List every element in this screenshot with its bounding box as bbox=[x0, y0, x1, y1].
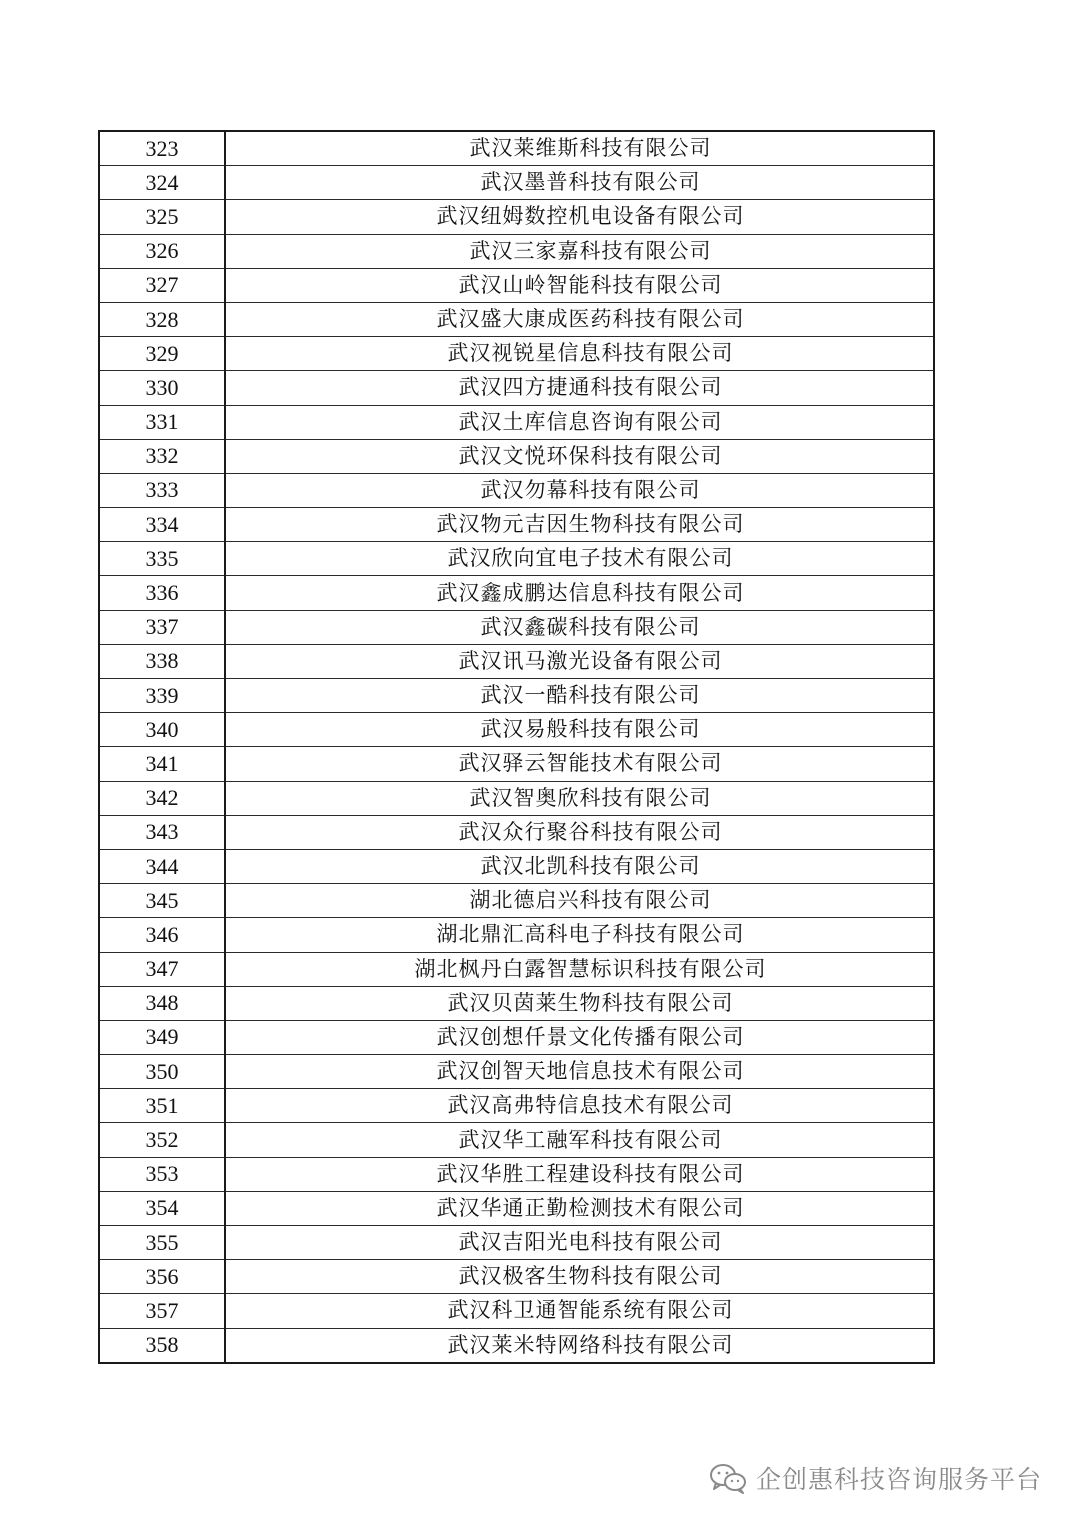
row-number-cell: 328 bbox=[99, 302, 225, 336]
company-name-cell: 武汉物元吉因生物科技有限公司 bbox=[225, 508, 934, 542]
table-row bbox=[99, 508, 934, 542]
company-name-cell: 武汉鑫成鹏达信息科技有限公司 bbox=[225, 576, 934, 610]
row-number-cell: 331 bbox=[99, 405, 225, 439]
company-name-cell: 武汉三家嘉科技有限公司 bbox=[225, 234, 934, 268]
table-row bbox=[99, 679, 934, 713]
row-number-cell: 333 bbox=[99, 473, 225, 507]
row-number-cell: 352 bbox=[99, 1123, 225, 1157]
table-row bbox=[99, 918, 934, 952]
company-name-cell: 武汉视锐星信息科技有限公司 bbox=[225, 337, 934, 371]
company-name-cell: 武汉高弗特信息技术有限公司 bbox=[225, 1089, 934, 1123]
table-row bbox=[99, 644, 934, 678]
wechat-icon bbox=[708, 1462, 748, 1494]
row-number-cell: 351 bbox=[99, 1089, 225, 1123]
company-name-cell: 武汉勿幕科技有限公司 bbox=[225, 473, 934, 507]
company-name-cell: 武汉吉阳光电科技有限公司 bbox=[225, 1226, 934, 1260]
company-name-cell: 武汉华工融军科技有限公司 bbox=[225, 1123, 934, 1157]
row-number-cell: 356 bbox=[99, 1260, 225, 1294]
table-row bbox=[99, 952, 934, 986]
row-number-cell: 358 bbox=[99, 1328, 225, 1363]
table-row bbox=[99, 986, 934, 1020]
row-number-cell: 342 bbox=[99, 781, 225, 815]
company-name-cell: 武汉一酷科技有限公司 bbox=[225, 679, 934, 713]
company-name-cell: 湖北鼎汇高科电子科技有限公司 bbox=[225, 918, 934, 952]
row-number-cell: 323 bbox=[99, 131, 225, 166]
company-name-cell: 湖北枫丹白露智慧标识科技有限公司 bbox=[225, 952, 934, 986]
company-name-cell: 武汉讯马激光设备有限公司 bbox=[225, 644, 934, 678]
table-row bbox=[99, 1226, 934, 1260]
company-name-cell: 武汉极客生物科技有限公司 bbox=[225, 1260, 934, 1294]
table-row bbox=[99, 815, 934, 849]
table-row bbox=[99, 405, 934, 439]
table-row bbox=[99, 1191, 934, 1225]
row-number-cell: 332 bbox=[99, 439, 225, 473]
company-name-cell: 武汉纽姆数控机电设备有限公司 bbox=[225, 200, 934, 234]
row-number-cell: 325 bbox=[99, 200, 225, 234]
company-name-cell: 武汉山岭智能科技有限公司 bbox=[225, 268, 934, 302]
table-row bbox=[99, 1260, 934, 1294]
company-name-cell: 武汉四方捷通科技有限公司 bbox=[225, 371, 934, 405]
table-row bbox=[99, 610, 934, 644]
company-name-cell: 武汉鑫碳科技有限公司 bbox=[225, 610, 934, 644]
table-row bbox=[99, 884, 934, 918]
row-number-cell: 324 bbox=[99, 166, 225, 200]
company-name-cell: 武汉华胜工程建设科技有限公司 bbox=[225, 1157, 934, 1191]
row-number-cell: 330 bbox=[99, 371, 225, 405]
row-number-cell: 340 bbox=[99, 713, 225, 747]
table-row bbox=[99, 542, 934, 576]
row-number-cell: 348 bbox=[99, 986, 225, 1020]
company-name-cell: 武汉驿云智能技术有限公司 bbox=[225, 747, 934, 781]
row-number-cell: 357 bbox=[99, 1294, 225, 1328]
table-row bbox=[99, 1089, 934, 1123]
company-name-cell: 武汉创智天地信息技术有限公司 bbox=[225, 1055, 934, 1089]
row-number-cell: 336 bbox=[99, 576, 225, 610]
company-name-cell: 武汉欣向宜电子技术有限公司 bbox=[225, 542, 934, 576]
row-number-cell: 337 bbox=[99, 610, 225, 644]
table-row bbox=[99, 849, 934, 883]
company-name-cell: 武汉盛大康成医药科技有限公司 bbox=[225, 302, 934, 336]
watermark-text: 企创惠科技咨询服务平台 bbox=[755, 1465, 1042, 1494]
row-number-cell: 346 bbox=[99, 918, 225, 952]
table-row bbox=[99, 337, 934, 371]
table-row bbox=[99, 1328, 934, 1363]
company-name-cell: 武汉莱米特网络科技有限公司 bbox=[225, 1328, 934, 1363]
table-row bbox=[99, 1055, 934, 1089]
row-number-cell: 335 bbox=[99, 542, 225, 576]
row-number-cell: 339 bbox=[99, 679, 225, 713]
row-number-cell: 341 bbox=[99, 747, 225, 781]
table-row bbox=[99, 234, 934, 268]
company-name-cell: 武汉易般科技有限公司 bbox=[225, 713, 934, 747]
table-row bbox=[99, 200, 934, 234]
table-row bbox=[99, 576, 934, 610]
row-number-cell: 345 bbox=[99, 884, 225, 918]
company-name-cell: 武汉北凯科技有限公司 bbox=[225, 849, 934, 883]
table-row bbox=[99, 1294, 934, 1328]
table-row bbox=[99, 131, 934, 166]
company-list-body bbox=[99, 131, 934, 1363]
table-row bbox=[99, 268, 934, 302]
row-number-cell: 355 bbox=[99, 1226, 225, 1260]
company-name-cell: 武汉智奥欣科技有限公司 bbox=[225, 781, 934, 815]
table-row bbox=[99, 713, 934, 747]
row-number-cell: 334 bbox=[99, 508, 225, 542]
table-row bbox=[99, 781, 934, 815]
table-row bbox=[99, 166, 934, 200]
company-name-cell: 武汉墨普科技有限公司 bbox=[225, 166, 934, 200]
company-name-cell: 武汉土库信息咨询有限公司 bbox=[225, 405, 934, 439]
table-row bbox=[99, 1123, 934, 1157]
table-row bbox=[99, 1020, 934, 1054]
table-row bbox=[99, 1157, 934, 1191]
company-name-cell: 武汉文悦环保科技有限公司 bbox=[225, 439, 934, 473]
table-row bbox=[99, 473, 934, 507]
row-number-cell: 344 bbox=[99, 849, 225, 883]
wechat-watermark bbox=[708, 1458, 1042, 1498]
row-number-cell: 329 bbox=[99, 337, 225, 371]
company-name-cell: 湖北德启兴科技有限公司 bbox=[225, 884, 934, 918]
table-row bbox=[99, 747, 934, 781]
row-number-cell: 326 bbox=[99, 234, 225, 268]
row-number-cell: 349 bbox=[99, 1020, 225, 1054]
table-row bbox=[99, 371, 934, 405]
row-number-cell: 327 bbox=[99, 268, 225, 302]
company-list-table bbox=[98, 130, 935, 1364]
row-number-cell: 338 bbox=[99, 644, 225, 678]
company-name-cell: 武汉莱维斯科技有限公司 bbox=[225, 131, 934, 166]
company-name-cell: 武汉科卫通智能系统有限公司 bbox=[225, 1294, 934, 1328]
table-row bbox=[99, 302, 934, 336]
row-number-cell: 343 bbox=[99, 815, 225, 849]
row-number-cell: 350 bbox=[99, 1055, 225, 1089]
company-name-cell: 武汉贝茵莱生物科技有限公司 bbox=[225, 986, 934, 1020]
company-name-cell: 武汉华通正勤检测技术有限公司 bbox=[225, 1191, 934, 1225]
row-number-cell: 353 bbox=[99, 1157, 225, 1191]
company-name-cell: 武汉创想仟景文化传播有限公司 bbox=[225, 1020, 934, 1054]
row-number-cell: 347 bbox=[99, 952, 225, 986]
row-number-cell: 354 bbox=[99, 1191, 225, 1225]
company-name-cell: 武汉众行聚谷科技有限公司 bbox=[225, 815, 934, 849]
table-row bbox=[99, 439, 934, 473]
